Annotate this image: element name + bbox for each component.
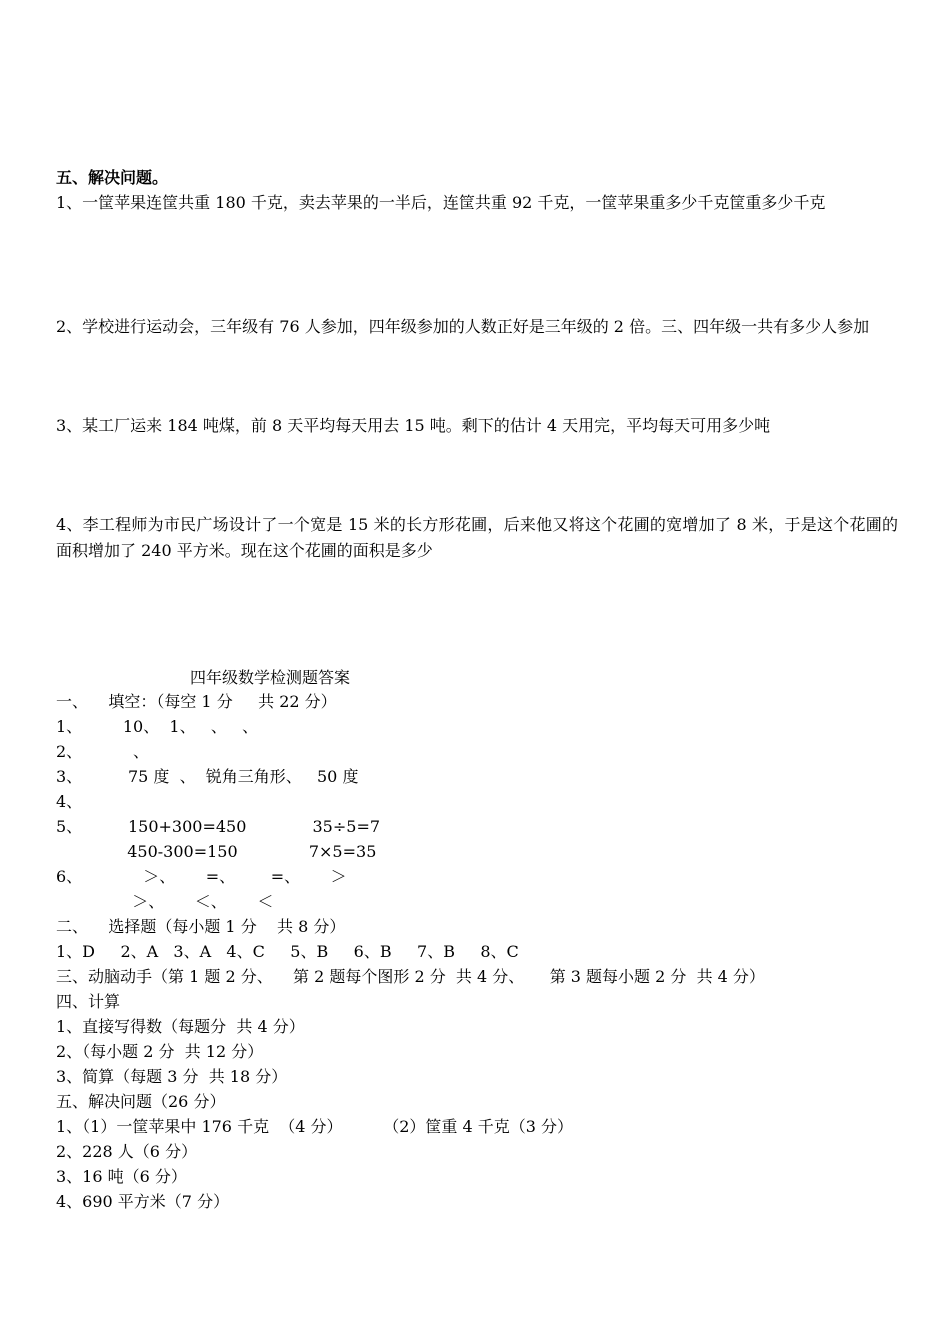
answer-line: 2、228 人（6 分） (56, 1142, 198, 1161)
answer-line: 2、 、 (56, 742, 150, 761)
answer-line: 3、16 吨（6 分） (56, 1167, 187, 1186)
question-3: 3、某工厂运来 184 吨煤，前 8 天平均每天用去 15 吨。剩下的估计 4 天用完，平均每天可用多少吨 (56, 416, 771, 435)
answer-line: 5、 150+300=450 35÷5=7 (56, 817, 381, 836)
answer-line: 五、解决问题（26 分） (56, 1092, 226, 1111)
answer-line: 四、计算 (56, 992, 121, 1011)
question-4: 4、李工程师为市民广场设计了一个宽是 15 米的长方形花圃，后来他又将这个花圃的宽增加了 8 米，于是这个花圃的面积增加了 240 平方米。现在这个花圃的面积是多少 (56, 515, 898, 560)
answer-line: 2、（每小题 2 分 共 12 分） (56, 1042, 264, 1061)
answer-line: 6、 ＞、 =、 =、 ＞ (56, 867, 347, 886)
answer-line: ＞、 ＜、 ＜ (56, 892, 274, 911)
answer-line: 一、 填空：（每空 1 分 共 22 分） (56, 692, 337, 711)
question-1: 1、一筐苹果连筐共重 180 千克，卖去苹果的一半后，连筐共重 92 千克，一筐苹果重多少千克筐重多少千克 (56, 193, 826, 212)
answer-line: 1、直接写得数（每题分 共 4 分） (56, 1017, 305, 1036)
answer-line: 三、动脑动手（第 1 题 2 分、 第 2 题每个图形 2 分 共 4 分、 第 3 题每小题 2 分 共 4 分） (56, 967, 765, 986)
answer-line: 1、D 2、A 3、A 4、C 5、B 6、B 7、B 8、C (56, 942, 519, 961)
answer-line: 1、（1）一筐苹果中 176 千克 （4 分） （2）筐重 4 千克（3 分） (56, 1117, 573, 1136)
answer-line: 3、简算（每题 3 分 共 18 分） (56, 1067, 288, 1086)
answer-line: 4、690 平方米（7 分） (56, 1192, 230, 1211)
answer-line: 4、 (56, 792, 83, 811)
answer-line: 1、 10、 1、 、 、 (56, 717, 259, 736)
answers-title: 四年级数学检测题答案 (190, 668, 351, 687)
question-2: 2、学校进行运动会，三年级有 76 人参加，四年级参加的人数正好是三年级的 2 倍。三、四年级一共有多少人参加 (56, 317, 870, 336)
answer-line: 二、 选择题（每小题 1 分 共 8 分） (56, 917, 346, 936)
answer-line: 450-300=150 7×5=35 (56, 842, 377, 861)
section-heading: 五、解决问题。 (56, 168, 169, 187)
answer-line: 3、 75 度 、 锐角三角形、 50 度 (56, 767, 359, 786)
